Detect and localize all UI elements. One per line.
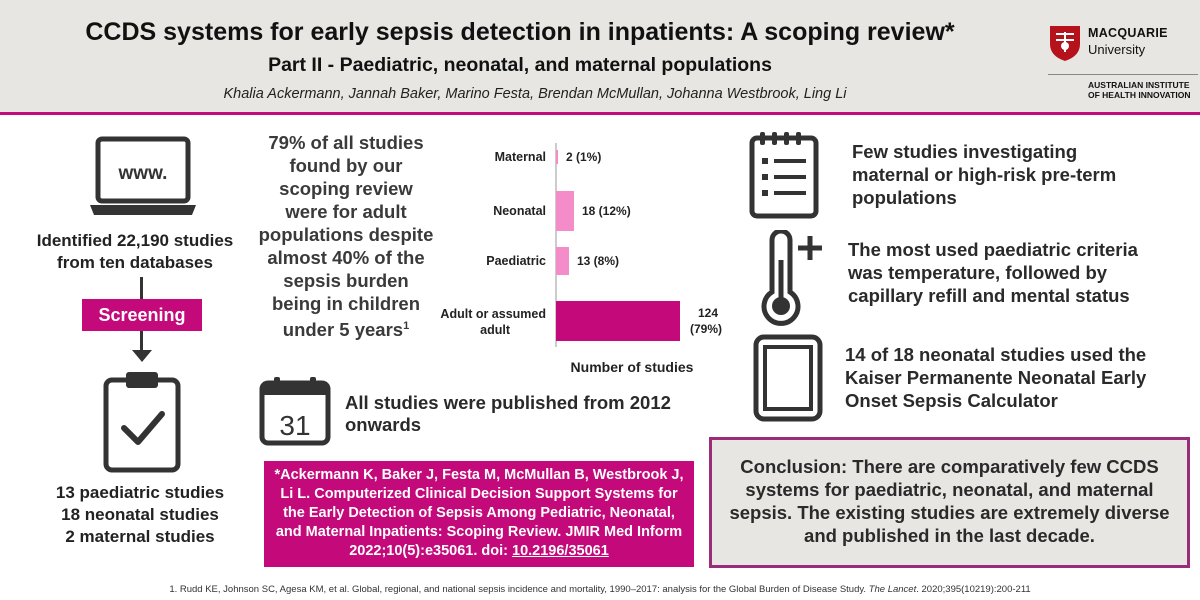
chart-bar-0 [556,150,558,164]
logo-institute-line1: AUSTRALIAN INSTITUTE [1088,80,1190,90]
chart-category-label-2: Paediatric [486,254,546,268]
down-arrow-icon [132,350,152,362]
page-title: CCDS systems for early sepsis detection in inpatients: A scoping review* [85,18,955,46]
identified-line2: from ten databases [57,253,213,272]
chart-category-label-1: Neonatal [493,204,546,218]
count-neonatal: 18 neonatal studies [61,505,219,524]
footnote-text: 1. Rudd KE, Johnson SC, Agesa KM, et al. Global, regional, and national sepsis incidence and mortality, 1990–2017: analysis for the Global Burden of Disease Study. [169,584,869,595]
macquarie-logo [1048,22,1198,110]
chart-data-label-2: 13 (8%) [577,254,620,268]
identified-studies-text [30,230,240,274]
calendar-icon [258,375,332,447]
tablet-icon [752,333,824,423]
calendar-day-number: 31 [279,410,311,441]
count-maternal: 2 maternal studies [65,527,215,546]
citation-doi-link[interactable]: 10.2196/35061 [512,543,609,559]
flow-arrow-line [140,277,143,299]
footnote [0,584,1200,595]
conclusion-box: Conclusion: There are comparatively few CCDS systems for paediatric, neonatal, and maternal sepsis. The existing studies are extremely diverse and published in the last decade. [709,437,1190,568]
university-crest-icon [1048,24,1082,62]
reference-superscript: 1 [403,320,410,332]
laptop-www-text: www. [118,163,168,184]
logo-institute-line2: OF HEALTH INNOVATION [1088,90,1191,100]
count-paediatric: 13 paediatric studies [55,483,225,502]
logo-divider [1048,74,1198,75]
flow-arrow-line [140,331,143,351]
chart-bar-2 [556,247,569,275]
chart-data-label-3: 124 (79%) [690,306,723,336]
clipboard-check-icon [102,368,182,473]
adult-proportion-body: 79% of all studies found by our scoping review were for adult populations despite almost 40% of the sepsis burden being in children under 5 years [258,132,434,341]
few-studies-text: Few studies investigating maternal or high-risk pre-term populations [852,141,1117,208]
logo-name: MACQUARIE [1088,26,1168,40]
authors-line: Khalia Ackermann, Jannah Baker, Marino Festa, Brendan McMullan, Johanna Westbrook, Ling Li [223,86,847,102]
citation-text: *Ackermann K, Baker J, Festa M, McMullan B, Westbrook J, Li L. Computerized Clinical Decision Support Systems for the Early Detection of Sepsis Among Pediatric, Neonatal, and Maternal Inpatients: Scoping Review. JMIR Med Inform 2022;10(5):e35061. doi: [274,467,684,559]
chart-data-label-1: 18 (12%) [582,204,631,218]
studies-bar-chart [430,135,740,375]
footnote-tail: . 2020;395(10219):200-211 [916,584,1031,595]
logo-subname: University [1088,42,1146,57]
identified-line1: Identified 22,190 studies [36,231,234,250]
chart-data-label-0: 2 (1%) [566,150,602,164]
chart-category-label-3: Adult or assumed adult [440,307,546,337]
checklist-notepad-icon [748,130,820,220]
thermometer-icon [752,230,828,330]
adult-proportion-text [258,131,434,341]
chart-x-axis-label: Number of studies [570,359,694,375]
study-counts-list [30,482,250,548]
published-text: All studies were published from 2012 onwards [345,392,671,435]
chart-bar-3 [556,301,680,341]
page-subtitle: Part II - Paediatric, neonatal, and maternal populations [268,54,772,76]
neonatal-calculator-text: 14 of 18 neonatal studies used the Kaiser Permanente Neonatal Early Onset Sepsis Calculator [845,344,1147,411]
laptop-icon [88,135,198,225]
logo-institute [1088,80,1198,100]
citation-box [264,461,694,567]
footnote-journal: The Lancet [868,584,917,595]
screening-badge: Screening [82,299,202,331]
chart-bar-1 [556,191,574,231]
header-divider [0,112,1200,115]
chart-category-label-0: Maternal [494,150,546,164]
most-used-criteria-text: The most used paediatric criteria was temperature, followed by capillary refill and mental status [848,239,1138,306]
